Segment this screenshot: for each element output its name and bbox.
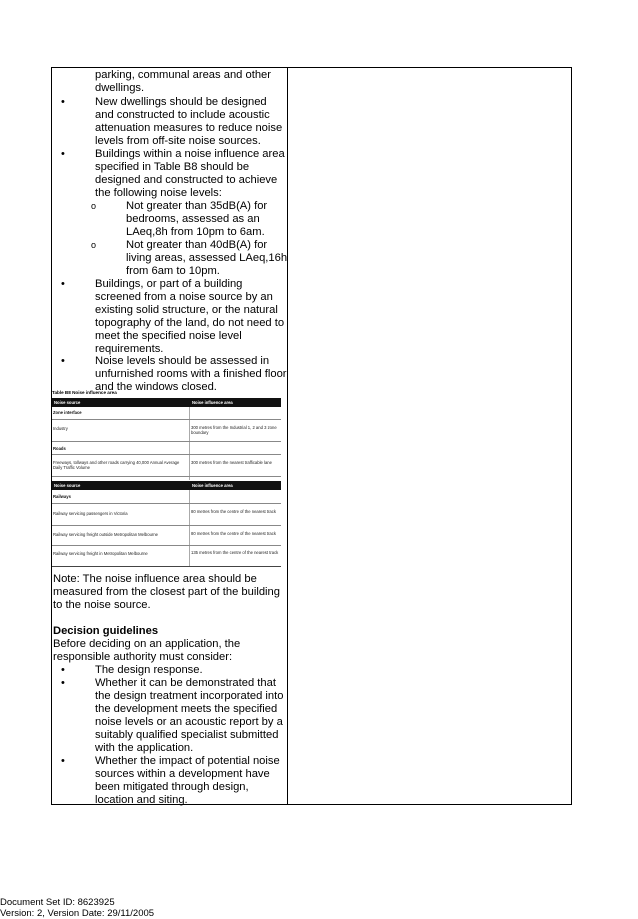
circle-bullet-icon: o xyxy=(91,240,97,250)
text-line: Whether the impact of potential noise xyxy=(95,755,280,767)
text-line: specified in Table B8 should be xyxy=(95,161,250,173)
table-row-line xyxy=(52,441,281,442)
table-cell: Railway servicing passengers in Victoria xyxy=(53,511,128,516)
text-line: attenuation measures to reduce noise xyxy=(95,122,283,134)
table-row-line xyxy=(52,454,281,455)
table-row-line xyxy=(52,545,281,546)
table-bottom-line xyxy=(52,566,281,567)
table-row-line xyxy=(52,419,281,420)
text-line: levels from off-site noise sources. xyxy=(95,135,261,147)
text-line: designed and constructed to achieve xyxy=(95,174,278,186)
table-row-line xyxy=(52,525,281,526)
bullet-icon: • xyxy=(61,355,65,367)
text-line: Buildings within a noise influence area xyxy=(95,148,285,160)
text-line: the following noise levels: xyxy=(95,187,222,199)
text-line: location and siting. xyxy=(95,794,188,806)
bullet-icon: • xyxy=(61,755,65,767)
table-cell: Railway servicing freight in Metropolitan Melbourne xyxy=(53,551,148,556)
text-line: from 6am to 10pm. xyxy=(126,265,220,277)
table-cell: Industry xyxy=(53,426,68,431)
text-line: with the application. xyxy=(95,742,194,754)
table-header-source: Noise source xyxy=(54,483,81,488)
table-cell: 135 metres from the centre of the nearest track xyxy=(191,550,279,555)
table-cell: Railway servicing freight outside Metropolitan Melbourne xyxy=(53,532,158,537)
text-line: the development meets the specified xyxy=(95,703,278,715)
table-header-area: Noise influence area xyxy=(192,483,233,488)
circle-bullet-icon: o xyxy=(91,201,97,211)
text-line: screened from a noise source by an xyxy=(95,291,273,303)
column-divider xyxy=(287,67,288,805)
text-line: and constructed to include acoustic xyxy=(95,109,270,121)
table-subheading: Railways xyxy=(53,494,71,499)
table-cell: 300 metres from the nearest trafficable lane xyxy=(191,460,272,465)
text-line: parking, communal areas and other xyxy=(95,69,271,81)
text-line: the design treatment incorporated into xyxy=(95,690,284,702)
table-row-line xyxy=(52,476,281,477)
text-line: unfurnished rooms with a finished floor xyxy=(95,368,287,380)
table-subheading: Zone interface xyxy=(53,410,82,415)
bullet-icon: • xyxy=(61,278,65,290)
note-line: measured from the closest part of the building xyxy=(53,586,280,598)
text-line: bedrooms, assessed as an xyxy=(126,213,260,225)
table-subheading: Roads xyxy=(53,446,66,451)
table-row-line xyxy=(52,503,281,504)
text-line: New dwellings should be designed xyxy=(95,96,267,108)
text-line: LAeq,8h from 10pm to 6am. xyxy=(126,226,265,238)
table-column-line xyxy=(189,490,190,567)
bullet-icon: • xyxy=(61,664,65,676)
bullet-icon: • xyxy=(61,677,65,689)
table-cell: 300 metres from the Industrial 1, 2 and 3 zone boundary xyxy=(191,425,277,435)
text-line: noise levels or an acoustic report by a xyxy=(95,716,283,728)
text-line: suitably qualified specialist submitted xyxy=(95,729,279,741)
text-line: responsible authority must consider: xyxy=(53,651,233,663)
table-cell: 80 metres from the centre of the nearest track xyxy=(191,531,276,536)
version-info: Version: 2, Version Date: 29/11/2005 xyxy=(0,908,155,919)
table-column-line xyxy=(189,407,190,480)
decision-heading: Decision guidelines xyxy=(53,625,159,637)
text-line: Not greater than 35dB(A) for xyxy=(126,200,268,212)
text-line: living areas, assessed LAeq,16h xyxy=(126,252,288,264)
table-header-source: Noise source xyxy=(54,400,81,405)
text-line: Whether it can be demonstrated that xyxy=(95,677,276,689)
text-line: Not greater than 40dB(A) for xyxy=(126,239,268,251)
table-header-area: Noise influence area xyxy=(192,400,233,405)
text-line: existing solid structure, or the natural xyxy=(95,304,278,316)
table-cell: Freeways, tollways and other roads carrying 40,000 Annual Average Daily Traffic Volume xyxy=(53,460,180,470)
text-line: requirements. xyxy=(95,343,164,355)
text-line: The design response. xyxy=(95,664,203,676)
text-line: sources within a development have xyxy=(95,768,270,780)
text-line: dwellings. xyxy=(95,82,145,94)
text-line: and the windows closed. xyxy=(95,381,217,393)
text-line: been mitigated through design, xyxy=(95,781,249,793)
text-line: meet the specified noise level xyxy=(95,330,242,342)
bullet-icon: • xyxy=(61,96,65,108)
table-header xyxy=(52,481,281,490)
document-set-id: Document Set ID: 8623925 xyxy=(0,897,115,908)
bullet-icon: • xyxy=(61,148,65,160)
note-line: Note: The noise influence area should be xyxy=(53,573,257,585)
note-line: to the noise source. xyxy=(53,599,151,611)
table-title: Table B8 Noise influence area xyxy=(52,390,117,395)
text-line: Noise levels should be assessed in xyxy=(95,355,270,367)
text-line: Buildings, or part of a building xyxy=(95,278,243,290)
text-line: Before deciding on an application, the xyxy=(53,638,241,650)
table-header xyxy=(52,398,281,407)
table-cell: 80 metres from the centre of the nearest track xyxy=(191,509,276,514)
text-line: topography of the land, do not need to xyxy=(95,317,285,329)
